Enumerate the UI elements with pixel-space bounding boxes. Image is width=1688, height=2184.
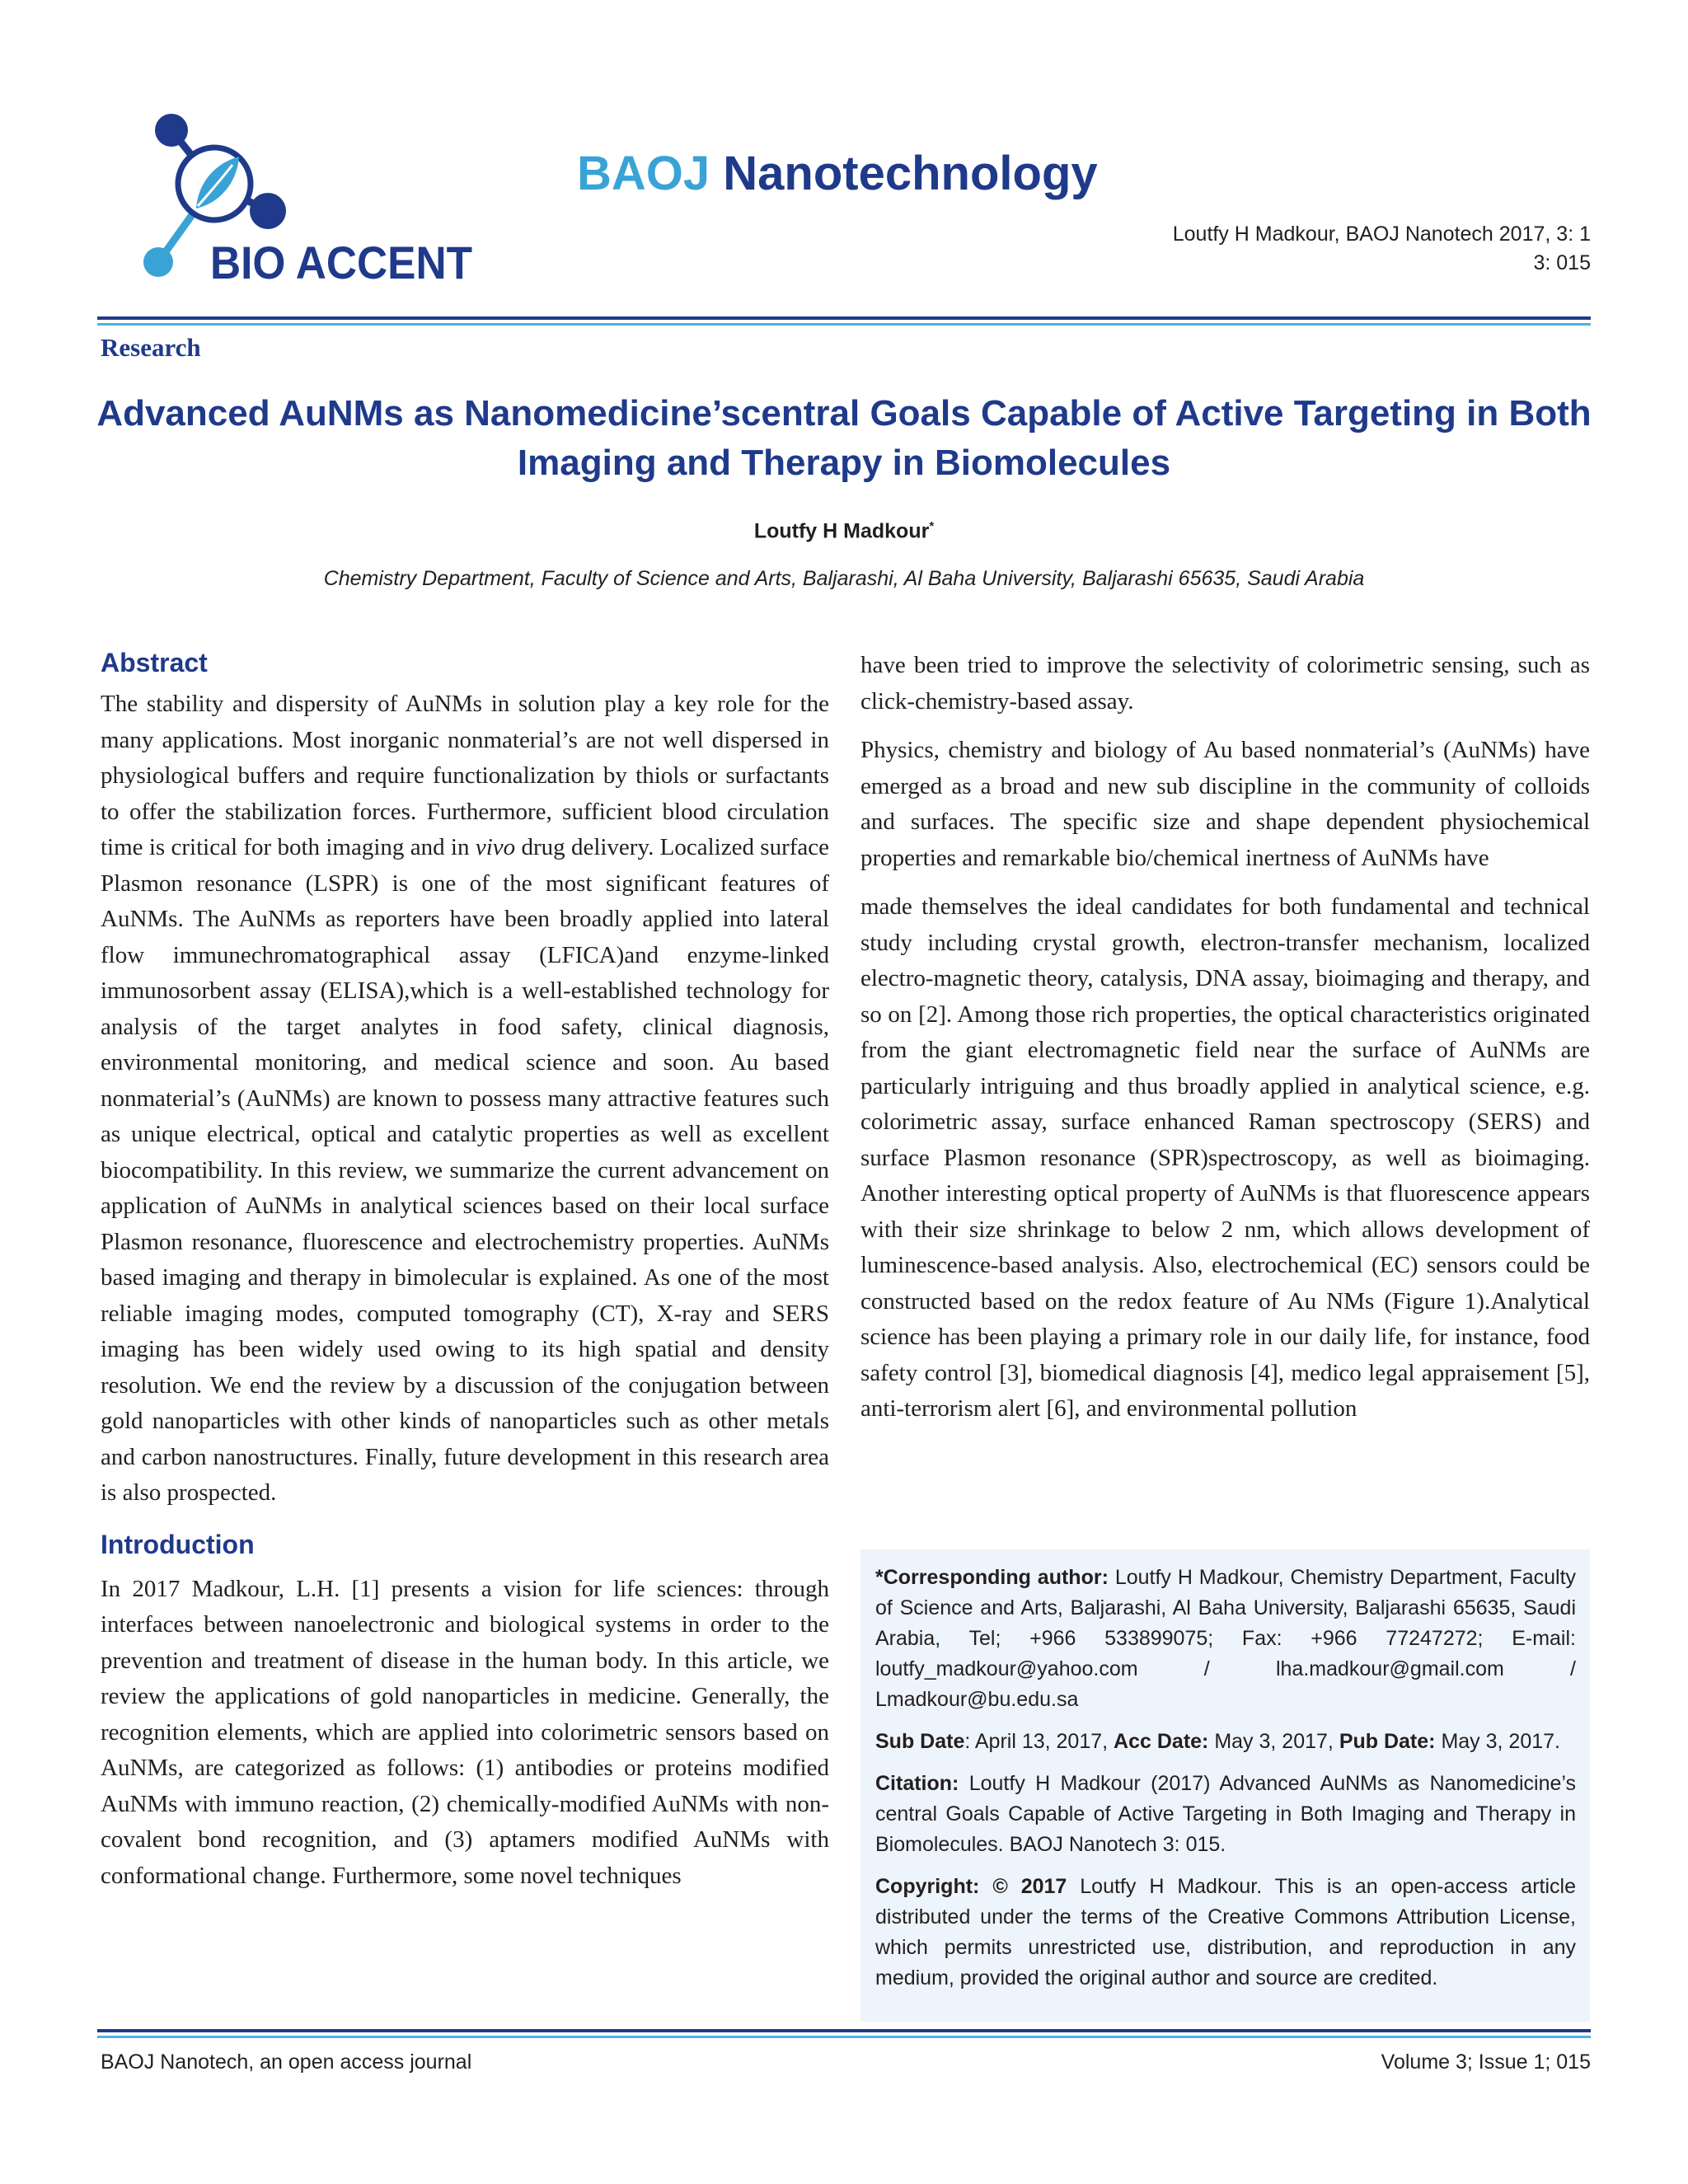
copyright-label: Copyright: © 2017 (875, 1875, 1067, 1898)
abstract-heading: Abstract (101, 648, 208, 677)
citation-label: Citation: (875, 1772, 959, 1795)
right-paragraph-2: Physics, chemistry and biology of Au based nonmaterial’s (AuNMs) have emerged as a broad and new sub discipline in the community of colloids and surfaces. The specific size and shape dependent physiochemical properties and remarkable bio/chemical inertness of AuNMs have (860, 737, 1590, 871)
corresponding-author-text: Loutfy H Madkour, Chemistry Department, Faculty of Science and Arts, Baljarashi, Al Baha University, Baljarashi 65635, Saudi Arabia, Tel; +966 533899075; Fax: +966 77247272; E-mail: loutfy_madkour@yahoo.com / lha.madkour@gmail.com / Lmadkour@bu.edu.sa (875, 1566, 1577, 1711)
citation-text: Loutfy H Madkour (2017) Advanced AuNMs as Nanomedicine’s central Goals Capable of Active Targeting in Both Imaging and Therapy in Biomolecules. BAOJ Nanotech 3: 015. (875, 1772, 1576, 1856)
author-mark: * (929, 519, 935, 533)
pub-date-value: May 3, 2017. (1441, 1730, 1560, 1753)
footer-volume: Volume 3; Issue 1; 015 (1381, 2050, 1591, 2074)
paper-title: Advanced AuNMs as Nanomedicine’scentral Goals Capable of Active Targeting in Both Imaging and Therapy in Biomolecules (96, 393, 1592, 483)
right-paragraph-1: have been tried to improve the selectivity of colorimetric sensing, such as click-chemistry-based assay. (860, 652, 1590, 715)
journal-title (577, 147, 1098, 200)
logo-text: BIO ACCENT (210, 237, 472, 287)
copyright-text: Loutfy H Madkour. This is an open-access article distributed under the terms of the Creative Commons Attribution License, which permits unrestricted use, distribution, and reproduction in any medium, provided the original author and source are credited. (875, 1875, 1576, 1990)
acc-date-value: May 3, 2017, (1214, 1730, 1334, 1753)
acc-date-label: Acc Date: (1114, 1730, 1209, 1753)
header-rule-dark (97, 316, 1591, 320)
right-column (860, 648, 1590, 1427)
corresponding-author-label: *Corresponding author: (875, 1566, 1109, 1589)
abstract-text-part2: drug delivery. Localized surface Plasmon resonance (LSPR) is one of the most significant features of AuNMs. The AuNMs as reporters have been broadly applied into lateral flow immunechromatographical assay (LFICA)and enzyme-linked immunosorbent assay (ELISA),which is a well-established technology for analysis of the target analytes in food safety, clinical diagnosis, environmental monitoring, and medical science and soon. Au based nonmaterial’s (AuNMs) are known to possess many attractive features such as unique electrical, optical and catalytic properties as well as excellent biocompatibility. In this review, we summarize the current advancement on application of AuNMs in analytical sciences based on their local surface Plasmon resonance, fluorescence and electrochemistry properties. AuNMs based imaging and therapy in bimolecular is explained. As one of the most reliable imaging modes, computed tomography (CT), X-ray and SERS imaging has been widely used owing to its high spatial and density resolution. We end the review by a discussion of the conjugation between gold nanoparticles with other kinds of nanoparticles such as other metals and carbon nanostructures. Finally, future development in this research area is also prospected. (101, 834, 830, 1506)
author-name: Loutfy H Madkour (753, 519, 930, 543)
footer-rule-light (97, 2036, 1591, 2038)
pub-date-label: Pub Date: (1339, 1730, 1436, 1753)
journal-title-nanotechnology: Nanotechnology (723, 147, 1098, 200)
header-citation: Loutfy H Madkour, BAOJ Nanotech 2017, 3: 1 (1172, 223, 1591, 246)
dates (875, 1727, 1576, 1757)
section-label: Research (101, 333, 201, 362)
sub-date-value: : April 13, 2017, (964, 1730, 1109, 1753)
abstract-text-part1: The stability and dispersity of AuNMs in solution play a key role for the many applications. Most inorganic nonmaterial’s are not well dispersed in physiological buffers and require functionalization by thiols or surfactants to offer the stabilization forces. Furthermore, sufficient blood circulation time is critical for both imaging and in (101, 691, 829, 860)
header-rule-light (97, 323, 1591, 326)
copyright (875, 1872, 1576, 1994)
bio-accent-logo (124, 105, 478, 287)
journal-title-baoj: BAOJ (577, 147, 710, 200)
author-line (0, 519, 1688, 543)
right-paragraph-3: made themselves the ideal candidates for both fundamental and technical study including crystal growth, electron-transfer mechanism, localized electro-magnetic theory, catalysis, DNA assay, bioimaging and therapy, and so on [2]. Among those rich properties, the optical characteristics originated from the giant electromagnetic field near the surface of AuNMs are particularly intriguing and thus broadly applied in analytical science, e.g. colorimetric assay, surface enhanced Raman spectroscopy (SERS) and surface Plasmon resonance (SPR)spectroscopy, as well as bioimaging. Another interesting optical property of AuNMs is that fluorescence appears with their size shrinkage to below 2 nm, which allows development of luminescence-based analysis. Also, electrochemical (EC) sensors could be constructed based on the redox feature of Au NMs (Figure 1).Analytical science has been playing a primary role in our daily life, for instance, food safety control [3], biomedical diagnosis [4], medico legal appraisement [5], anti-terrorism alert [6], and environmental pollution (860, 893, 1590, 1422)
abstract-text (101, 687, 829, 1511)
footer-rule-dark (97, 2029, 1591, 2032)
correspondence-box (860, 1549, 1590, 2022)
introduction-text: In 2017 Madkour, L.H. [1] presents a vision for life sciences: through interfaces between nanoelectronic and biological systems in order to the prevention and treatment of disease in the human body. In this article, we review the applications of gold nanoparticles in medicine. Generally, the recognition elements, which are applied into colorimetric sensors based on AuNMs, are categorized as follows: (1) antibodies or proteins modified AuNMs with immuno reaction, (2) chemically-modified AuNMs with non-covalent bond recognition, and (3) aptamers modified AuNMs with conformational change. Furthermore, some novel techniques (101, 1575, 829, 1889)
affiliation: Chemistry Department, Faculty of Science and Arts, Baljarashi, Al Baha University, Baljarashi 65635, Saudi Arabia (323, 567, 1365, 590)
footer-journal: BAOJ Nanotech, an open access journal (101, 2050, 472, 2074)
sub-date-label: Sub Date (875, 1730, 965, 1753)
corresponding-author (875, 1563, 1576, 1715)
left-column (101, 648, 829, 1894)
introduction-heading: Introduction (101, 1529, 255, 1559)
citation (875, 1769, 1576, 1860)
header-article-number: 3: 015 (1533, 251, 1591, 274)
abstract-italic-vivo: vivo (475, 834, 516, 860)
